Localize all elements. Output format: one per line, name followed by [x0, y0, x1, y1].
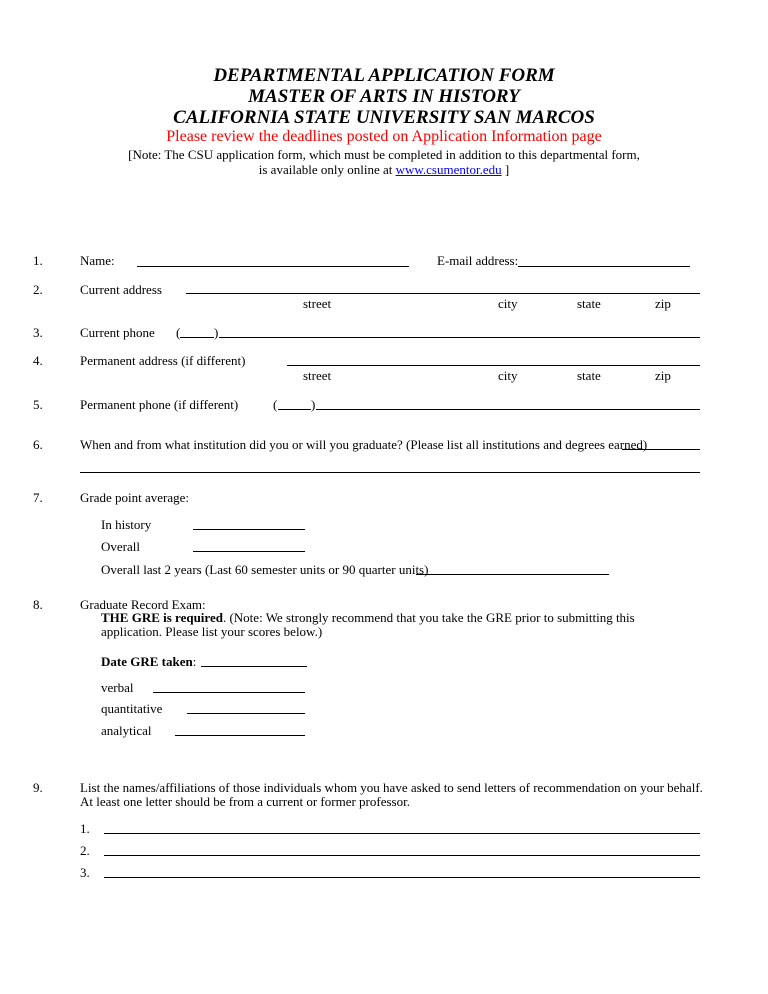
gre-label: Graduate Record Exam: [80, 597, 206, 612]
current-city-caption: city [498, 296, 518, 311]
current-phone-paren-close: ) [214, 325, 219, 340]
gpa-last2-label: Overall last 2 years (Last 60 semester units or 90 quarter units) [101, 562, 429, 577]
form-title: DEPARTMENTAL APPLICATION FORM [213, 65, 555, 86]
current-state-caption: state [577, 296, 601, 311]
current-street-caption: street [303, 296, 332, 311]
graduation-question: When and from what institution did you or will you graduate? (Please list all institutions and degrees earned) [80, 437, 648, 452]
note-line-2-suffix: ] [501, 162, 510, 177]
q3-number: 3. [33, 325, 43, 340]
permanent-phone-area-code-field[interactable] [278, 409, 311, 410]
gre-quantitative-field[interactable] [187, 713, 305, 714]
permanent-phone-field[interactable] [316, 409, 700, 410]
recommender-3-field[interactable] [104, 877, 700, 878]
current-address-label: Current address [80, 282, 162, 297]
permanent-zip-caption: zip [655, 368, 671, 383]
recommendation-text-2: At least one letter should be from a current or former professor. [80, 794, 410, 809]
permanent-address-field[interactable] [287, 365, 700, 366]
gpa-last2-field[interactable] [416, 574, 609, 575]
permanent-address-label: Permanent address (if different) [80, 353, 246, 368]
university-title: CALIFORNIA STATE UNIVERSITY SAN MARCOS [173, 107, 595, 128]
gre-quantitative-label: quantitative [101, 701, 163, 716]
note-line-2 [0, 163, 768, 176]
name-field[interactable] [137, 266, 409, 267]
permanent-phone-paren-close: ) [311, 397, 316, 412]
permanent-state-caption: state [577, 368, 601, 383]
gpa-overall-label: Overall [101, 539, 140, 554]
current-phone-area-code-field[interactable] [180, 337, 214, 338]
csumentor-link[interactable]: www.csumentor.edu [395, 162, 502, 177]
email-label: E-mail address: [437, 253, 519, 268]
q5-number: 5. [33, 397, 43, 412]
q8-number: 8. [33, 597, 43, 612]
gre-required-line-2: application. Please list your scores below.) [101, 624, 323, 639]
name-label: Name: [80, 253, 115, 268]
note-line-2-prefix: is available only online at [258, 162, 396, 177]
current-phone-paren-open: ( [176, 325, 181, 340]
gre-date-bold: Date GRE taken [101, 654, 193, 669]
q1-number: 1. [33, 253, 43, 268]
gpa-history-field[interactable] [193, 529, 305, 530]
gre-verbal-label: verbal [101, 680, 134, 695]
email-field[interactable] [518, 266, 690, 267]
gre-date-label [101, 655, 196, 668]
gre-analytical-field[interactable] [175, 735, 305, 736]
current-phone-label: Current phone [80, 325, 155, 340]
gre-date-colon: : [192, 654, 197, 669]
permanent-city-caption: city [498, 368, 518, 383]
q7-number: 7. [33, 490, 43, 505]
gre-date-field[interactable] [201, 666, 307, 667]
q4-number: 4. [33, 353, 43, 368]
q9-number: 9. [33, 780, 43, 795]
gre-analytical-label: analytical [101, 723, 152, 738]
current-address-field[interactable] [186, 293, 700, 294]
recommender-1-number: 1. [80, 821, 90, 836]
gre-required-line-1 [101, 611, 635, 624]
program-title: MASTER OF ARTS IN HISTORY [248, 86, 520, 107]
graduation-field-end[interactable] [622, 449, 700, 450]
deadline-notice: Please review the deadlines posted on Application Information page [166, 128, 602, 145]
recommendation-text-1: List the names/affiliations of those individuals whom you have asked to send letters of recommendation on your behalf. [80, 780, 703, 795]
current-zip-caption: zip [655, 296, 671, 311]
recommender-1-field[interactable] [104, 833, 700, 834]
recommender-2-field[interactable] [104, 855, 700, 856]
graduation-field-line-2[interactable] [80, 472, 700, 473]
permanent-phone-label: Permanent phone (if different) [80, 397, 239, 412]
q6-number: 6. [33, 437, 43, 452]
gpa-overall-field[interactable] [193, 551, 305, 552]
permanent-phone-paren-open: ( [273, 397, 278, 412]
q2-number: 2. [33, 282, 43, 297]
gre-required-bold: THE GRE is required [101, 610, 223, 625]
permanent-street-caption: street [303, 368, 332, 383]
gpa-label: Grade point average: [80, 490, 190, 505]
recommender-3-number: 3. [80, 865, 90, 880]
gre-required-rest: . (Note: We strongly recommend that you take the GRE prior to submitting this [222, 610, 635, 625]
note-line-1: [Note: The CSU application form, which must be completed in addition to this departmental form, [128, 147, 640, 162]
gpa-history-label: In history [101, 517, 152, 532]
gre-verbal-field[interactable] [153, 692, 305, 693]
recommender-2-number: 2. [80, 843, 90, 858]
current-phone-field[interactable] [219, 337, 700, 338]
